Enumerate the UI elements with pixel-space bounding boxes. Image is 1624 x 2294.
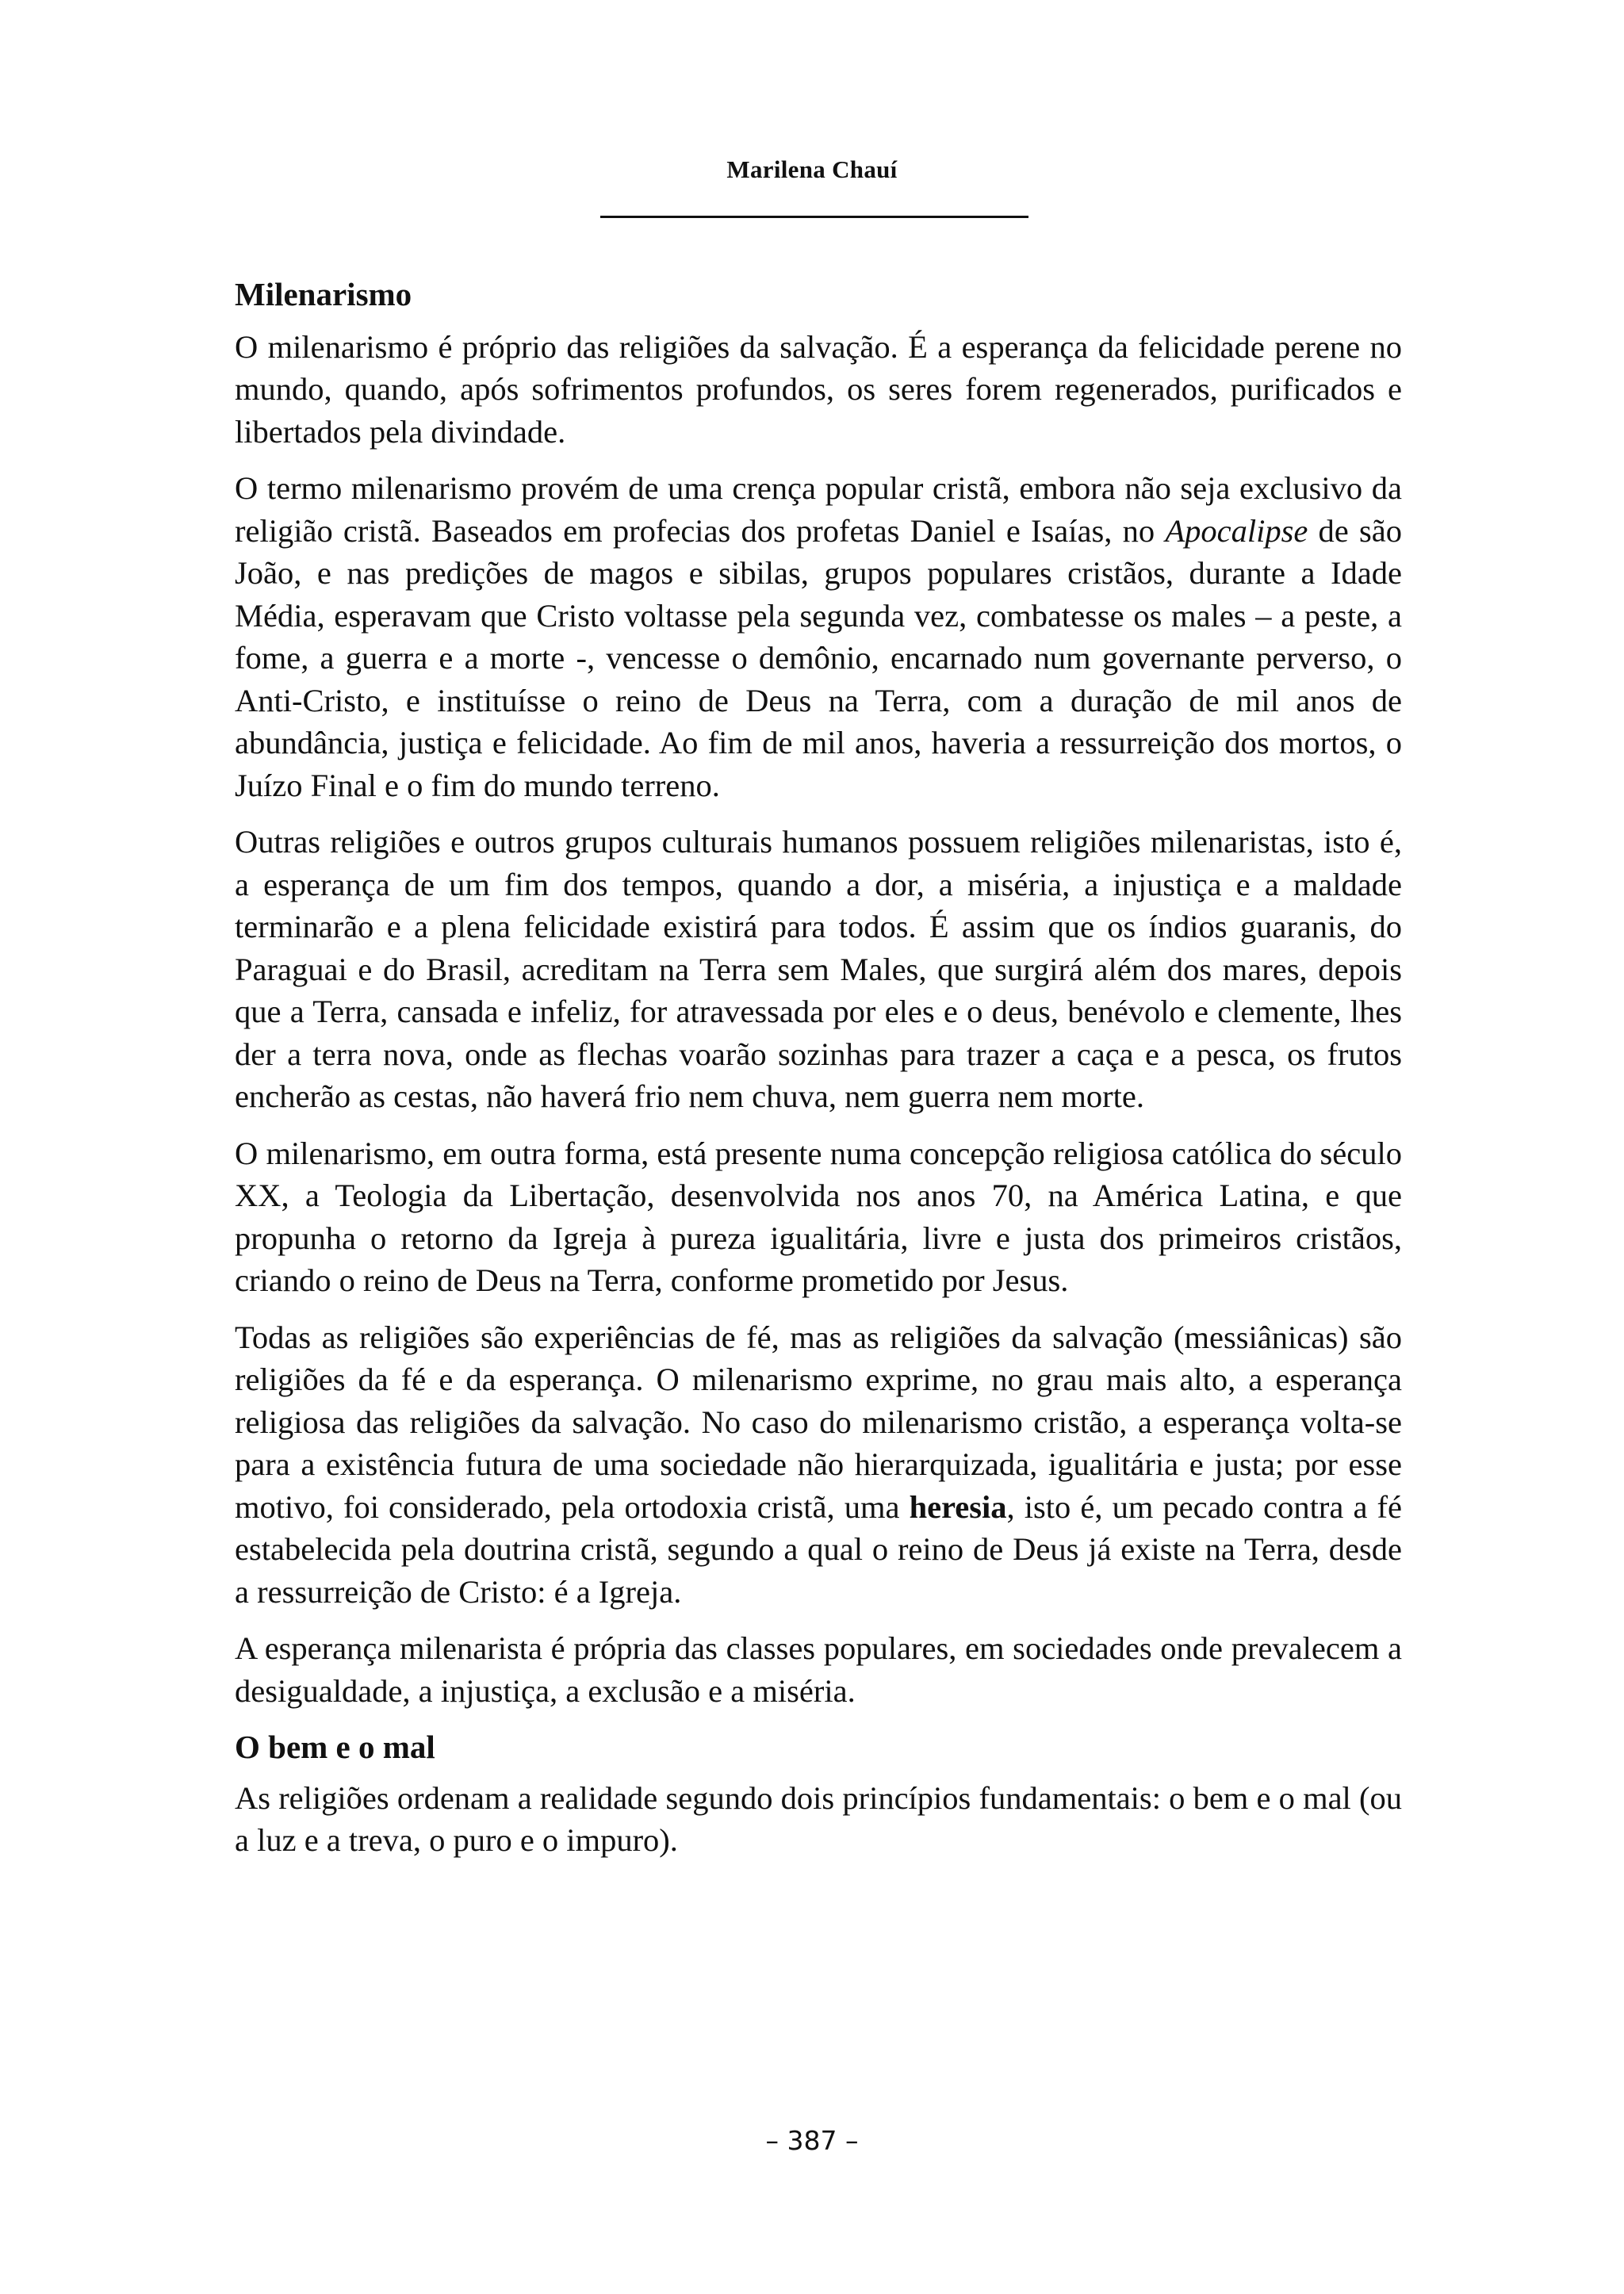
paragraph-text: Todas as religiões são experiências de fé, mas as religiões da salvação (messiânicas) são religiões da fé e da esperança. O milenarismo exprime, no grau mais alto, a esperança religiosa das religiões da salvação. No caso do milenarismo cristão, a esperança volta-se para a existência futura de uma sociedade não hierarquizada, igualitária e justa; por esse motivo, foi considerado, pela ortodoxia cristã, uma [235, 1319, 1402, 1525]
paragraph: O milenarismo, em outra forma, está presente numa concepção religiosa católica do século XX, a Teologia da Libertação, desenvolvida nos anos 70, na América Latina, e que propunha o retorno da Igreja à pureza igualitária, livre e justa dos primeiros cristãos, criando o reino de Deus na Terra, conforme prometido por Jesus. [235, 1135, 1402, 1298]
section-heading-milenarismo: Milenarismo [235, 276, 412, 312]
page-number: – 387 – [765, 2125, 859, 2156]
paragraph-text: O termo milenarismo provém de uma crença popular cristã, embora não seja exclusivo da religião cristã. Baseados em profecias dos profetas Daniel e Isaías, no [235, 470, 1402, 549]
paragraph-text: de são João, e nas predições de magos e sibilas, grupos populares cristãos, durante a Idade Média, esperavam que Cristo voltasse pela segunda vez, combatesse os males – a peste, a fome, a guerra e a morte -, vencesse o demônio, encarnado num governante perverso, o Anti-Cristo, e instituísse o reino de Deus na Terra, com a duração de mil anos de abundância, justiça e felicidade. Ao fim de mil anos, haveria a ressurreição dos mortos, o Juízo Final e o fim do mundo terreno. [235, 512, 1402, 803]
section-heading-bem-e-mal: O bem e o mal [235, 1729, 435, 1765]
paragraph: O milenarismo é próprio das religiões da salvação. É a esperança da felicidade perene no mundo, quando, após sofrimentos profundos, os seres forem regenerados, purificados e libertados pela divindade. [235, 328, 1402, 450]
paragraph-text: , isto é, um pecado contra a fé estabelecida pela doutrina cristã, segundo a qual o reino de Deus já existe na Terra, desde a ressurreição de Cristo: é a Igreja. [235, 1488, 1402, 1610]
paragraph: A esperança milenarista é própria das classes populares, em sociedades onde prevalecem a desigualdade, a injustiça, a exclusão e a miséria. [235, 1630, 1402, 1709]
running-header-author: Marilena Chauí [726, 155, 898, 183]
paragraph: As religiões ordenam a realidade segundo dois princípios fundamentais: o bem e o mal (ou a luz e a treva, o puro e o impuro). [235, 1779, 1402, 1858]
bold-term: heresia [909, 1488, 1007, 1525]
header-rule [600, 216, 1028, 218]
italic-book-title: Apocalipse [1165, 512, 1308, 549]
paragraph: Outras religiões e outros grupos culturais humanos possuem religiões milenaristas, isto é, a esperança de um fim dos tempos, quando a dor, a miséria, a injustiça e a maldade terminarão e a plena felicidade existirá para todos. É assim que os índios guaranis, do Paraguai e do Brasil, acreditam na Terra sem Males, que surgirá além dos mares, depois que a Terra, cansada e infeliz, for atravessada por eles e o deus, benévolo e clemente, lhes der a terra nova, onde as flechas voarão sozinhas para trazer a caça e a pesca, os frutos encherão as cestas, não haverá frio nem chuva, nem guerra nem morte. [235, 824, 1402, 1114]
paragraph [235, 1316, 1402, 1614]
body-text [235, 274, 1402, 1876]
paragraph [235, 467, 1402, 806]
